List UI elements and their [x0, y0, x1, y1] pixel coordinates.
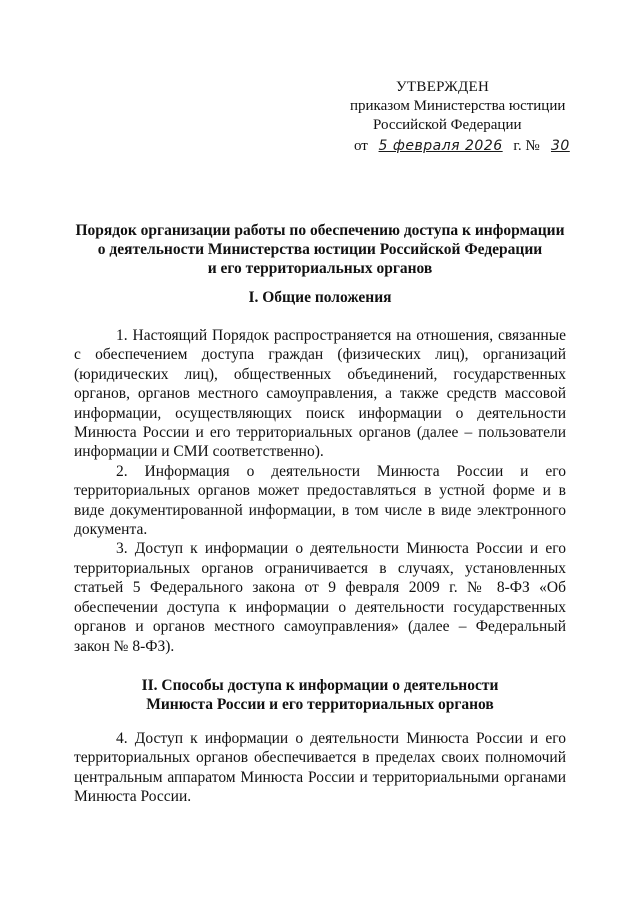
document-title: [60, 221, 580, 278]
approval-stamp-block: [340, 78, 580, 156]
paragraph-2: 2. Информация о деятельности Минюста России и его территориальных органов может предоставляться в устной форме и в виде документированной информации, в том числе в виде электронного документа.: [74, 462, 566, 539]
date-prefix: от: [354, 138, 368, 154]
paragraph-3: 3. Доступ к информации о деятельности Минюста России и его территориальных органов ограничивается в случаях, установленных статьей 5 Федерального закона от 9 февраля 2009 г. № 8-ФЗ «Об обеспечении доступа к информации о деятельности государственных органов и органов местного самоуправления» (далее – Федеральный закон № 8-ФЗ).: [74, 540, 566, 655]
section-2-heading-line-2: Минюста России и его территориальных органов: [146, 696, 494, 713]
order-date-line: [354, 137, 580, 156]
section-2-heading-line-1: II. Способы доступа к информации о деятельности: [141, 677, 499, 694]
handwritten-order-number: 30: [550, 138, 570, 154]
federation-text: Российской Федерации: [373, 117, 522, 133]
section-1-heading-text: I. Общие положения: [248, 289, 392, 306]
paragraph-4: 4. Доступ к информации о деятельности Минюста России и его территориальных органов обеспечивается в пределах своих полномочий центральным аппаратом Минюста России и территориальными органами Минюста России.: [74, 730, 566, 806]
title-line-1: Порядок организации работы по обеспечению доступа к информации: [75, 222, 565, 239]
paragraph-1: 1. Настоящий Порядок распространяется на отношения, связанные с обеспечением доступа граждан (физических лиц), организаций (юридических лиц), общественных объединений, государственных органов, органов местного самоуправления, а также средств массовой информации, осуществляющих поиск информации о деятельности Минюста России и его территориальных органов (далее – пользователи информации и СМИ соответственно).: [74, 327, 566, 461]
section-2-heading: [60, 676, 580, 714]
year-suffix: г.: [513, 138, 522, 154]
title-line-3: и его территориальных органов: [207, 260, 433, 277]
title-line-2: о деятельности Министерства юстиции Российской Федерации: [97, 241, 543, 258]
section-1-heading: [60, 288, 580, 307]
section-1-body: [74, 326, 566, 656]
handwritten-date: 5 февраля 2026: [378, 138, 503, 154]
approved-label: УТВЕРЖДЕН: [396, 79, 490, 95]
section-2-body: [74, 729, 566, 807]
issued-by-text: приказом Министерства юстиции: [350, 98, 566, 114]
number-sign: №: [525, 138, 540, 154]
